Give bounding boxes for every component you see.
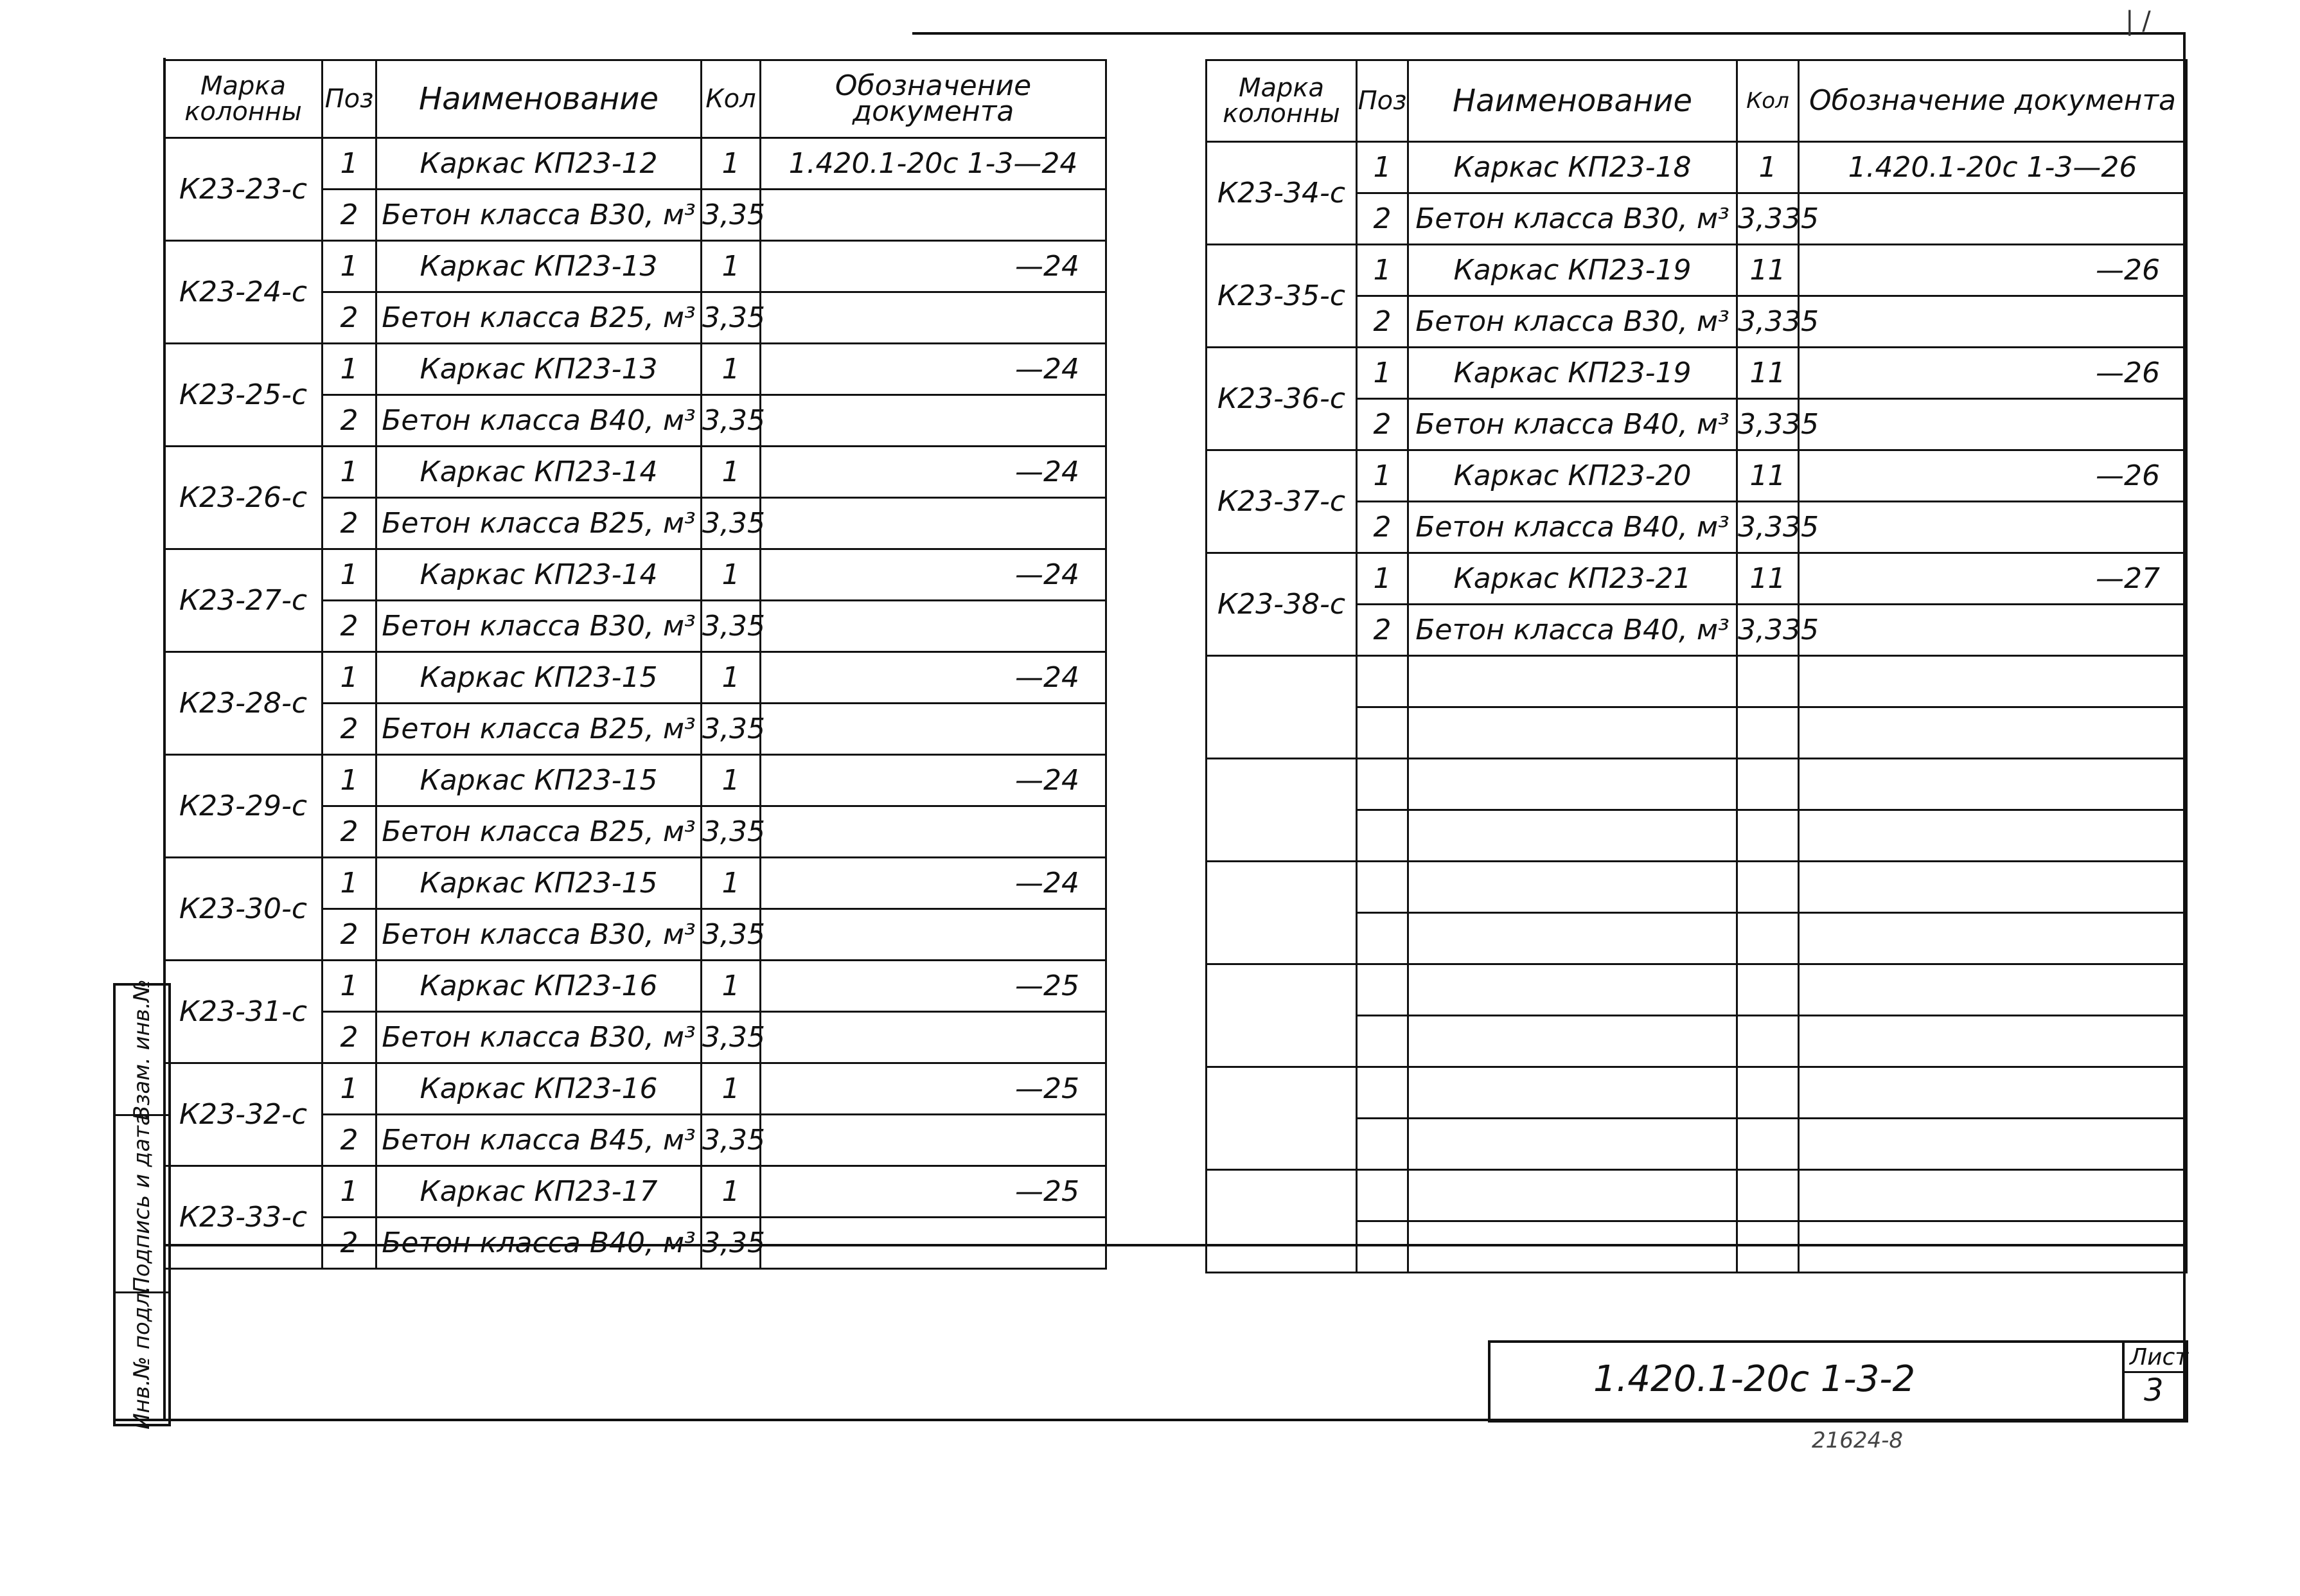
empty-cell [1737,1221,1799,1273]
empty-row [1207,1067,2187,1119]
document-cell [761,806,1106,858]
name-cell: Каркас КП23-19 [1408,348,1737,399]
empty-mark-cell [1207,1067,1357,1170]
column-mark: К23-30-с [164,858,323,961]
corner-tick-mark: | / [2125,6,2151,36]
empty-cell [1357,1170,1408,1221]
empty-cell [1357,964,1408,1016]
empty-cell [1357,1119,1408,1170]
quantity-cell: 11 [1737,450,1799,502]
position-cell: 1 [1357,142,1408,193]
empty-cell [1408,759,1737,810]
header-doc: Обозначение документа [761,60,1106,138]
name-cell: Бетон класса В30, м³ [376,601,702,652]
document-cell: —24 [761,549,1106,601]
document-cell [761,190,1106,241]
name-cell: Бетон класса В45, м³ [376,1115,702,1166]
position-cell: 2 [323,1115,376,1166]
document-cell: —25 [761,961,1106,1012]
table-row [164,961,1106,1012]
name-cell: Каркас КП23-16 [376,961,702,1012]
name-cell: Бетон класса В25, м³ [376,498,702,549]
top-border-line [912,32,2186,35]
document-cell: —24 [761,241,1106,292]
name-cell: Бетон класса В30, м³ [1408,296,1737,348]
document-cell: 1.420.1-20с 1-3—26 [1799,142,2187,193]
position-cell: 1 [1357,553,1408,605]
name-cell: Каркас КП23-15 [376,755,702,806]
empty-cell [1799,810,2187,862]
document-cell [1799,296,2187,348]
table-row [164,241,1106,292]
header-qty: Кол [1737,60,1799,142]
document-cell [761,292,1106,344]
table-row [1207,142,2187,193]
quantity-cell: 1 [702,961,761,1012]
empty-cell [1799,759,2187,810]
empty-cell [1357,1221,1408,1273]
table-row [164,447,1106,498]
quantity-cell: 1 [1737,142,1799,193]
document-cell: —25 [761,1166,1106,1218]
document-cell [761,601,1106,652]
document-cell [761,1012,1106,1063]
document-cell: —24 [761,652,1106,704]
quantity-cell: 1 [702,755,761,806]
name-cell: Бетон класса В25, м³ [376,292,702,344]
table-row [164,1166,1106,1218]
name-cell: Каркас КП23-15 [376,652,702,704]
position-cell: 1 [323,549,376,601]
empty-mark-cell [1207,862,1357,964]
empty-cell [1737,1016,1799,1067]
empty-cell [1357,913,1408,964]
name-cell: Бетон класса В40, м³ [1408,605,1737,656]
position-cell: 2 [1357,296,1408,348]
right-table-header-row [1207,60,2187,142]
table-row [164,858,1106,909]
position-cell: 2 [1357,193,1408,245]
right-table-body [1207,142,2187,1273]
table-row [164,755,1106,806]
empty-cell [1737,1170,1799,1221]
empty-cell [1799,1067,2187,1119]
quantity-cell: 1 [702,858,761,909]
position-cell: 2 [323,498,376,549]
column-mark: К23-29-с [164,755,323,858]
position-cell: 2 [323,704,376,755]
quantity-cell: 1 [702,138,761,190]
position-cell: 1 [323,755,376,806]
quantity-cell: 1 [702,1063,761,1115]
document-cell: —26 [1799,245,2187,296]
name-cell: Каркас КП23-19 [1408,245,1737,296]
position-cell: 2 [1357,502,1408,553]
sheet-number: 3 [2144,1372,2164,1408]
table-row [164,138,1106,190]
document-cell [761,498,1106,549]
quantity-cell: 1 [702,549,761,601]
document-code: 1.420.1-20с 1-3-2 [1593,1358,1916,1400]
name-cell: Бетон класса В40, м³ [1408,399,1737,450]
document-cell [1799,193,2187,245]
document-cell [761,704,1106,755]
empty-cell [1357,1067,1408,1119]
quantity-cell: 3,35 [702,1115,761,1166]
quantity-cell: 11 [1737,245,1799,296]
quantity-cell: 1 [702,241,761,292]
quantity-cell: 1 [702,447,761,498]
empty-row [1207,759,2187,810]
footer-number: 21624-8 [1812,1428,1904,1453]
right-spec-table [1205,59,2188,1273]
quantity-cell: 1 [702,652,761,704]
title-block-stamp [1488,1340,2188,1423]
empty-cell [1737,862,1799,913]
empty-cell [1799,707,2187,759]
name-cell: Каркас КП23-17 [376,1166,702,1218]
empty-mark-cell [1207,656,1357,759]
table-row [1207,450,2187,502]
empty-cell [1408,1221,1737,1273]
position-cell: 1 [323,961,376,1012]
empty-cell [1737,1067,1799,1119]
empty-cell [1408,964,1737,1016]
document-cell: —26 [1799,348,2187,399]
position-cell: 2 [323,190,376,241]
position-cell: 2 [323,601,376,652]
empty-cell [1408,1170,1737,1221]
name-cell: Бетон класса В30, м³ [376,1012,702,1063]
table-row [164,652,1106,704]
empty-cell [1357,862,1408,913]
name-cell: Бетон класса В25, м³ [376,806,702,858]
position-cell: 1 [1357,348,1408,399]
empty-mark-cell [1207,1170,1357,1273]
column-mark: К23-36-с [1207,348,1357,450]
document-cell [1799,399,2187,450]
quantity-cell: 3,35 [702,395,761,447]
name-cell: Бетон класса В30, м³ [1408,193,1737,245]
empty-cell [1357,707,1408,759]
document-cell [761,1115,1106,1166]
quantity-cell: 1 [702,1166,761,1218]
empty-mark-cell [1207,964,1357,1067]
name-cell: Каркас КП23-15 [376,858,702,909]
position-cell: 2 [1357,605,1408,656]
empty-cell [1799,1170,2187,1221]
name-cell: Бетон класса В40, м³ [1408,502,1737,553]
document-cell [1799,502,2187,553]
document-cell: —24 [761,755,1106,806]
empty-cell [1737,1119,1799,1170]
header-qty: Кол [702,60,761,138]
name-cell: Каркас КП23-20 [1408,450,1737,502]
position-cell: 1 [1357,245,1408,296]
position-cell: 1 [323,858,376,909]
left-table-header-row [164,60,1106,138]
left-margin-sidebar [113,979,171,1430]
sidebar-inv-label: Инв.№ подл. [129,1286,155,1430]
empty-cell [1408,656,1737,707]
name-cell: Каркас КП23-13 [376,344,702,395]
quantity-cell: 3,335 [1737,193,1799,245]
column-mark: К23-33-с [164,1166,323,1269]
quantity-cell: 3,35 [702,909,761,961]
column-mark: К23-32-с [164,1063,323,1166]
empty-cell [1799,1221,2187,1273]
quantity-cell: 11 [1737,553,1799,605]
position-cell: 1 [323,1166,376,1218]
empty-mark-cell [1207,759,1357,862]
header-mark: Марка колонны [164,60,323,138]
position-cell: 2 [323,909,376,961]
empty-cell [1737,964,1799,1016]
position-cell: 1 [323,138,376,190]
name-cell: Каркас КП23-13 [376,241,702,292]
quantity-cell: 3,335 [1737,296,1799,348]
quantity-cell: 11 [1737,348,1799,399]
name-cell: Каркас КП23-14 [376,447,702,498]
quantity-cell: 3,35 [702,498,761,549]
position-cell: 2 [1357,399,1408,450]
header-name: Наименование [1408,60,1737,142]
column-mark: К23-31-с [164,961,323,1063]
empty-cell [1357,759,1408,810]
position-cell: 1 [323,447,376,498]
quantity-cell: 3,335 [1737,502,1799,553]
empty-cell [1799,964,2187,1016]
empty-cell [1408,1016,1737,1067]
name-cell: Бетон класса В25, м³ [376,704,702,755]
quantity-cell: 3,335 [1737,399,1799,450]
position-cell: 2 [323,806,376,858]
document-cell: —25 [761,1063,1106,1115]
empty-cell [1799,1119,2187,1170]
quantity-cell: 3,35 [702,806,761,858]
empty-cell [1357,656,1408,707]
document-cell: —26 [1799,450,2187,502]
empty-cell [1737,810,1799,862]
empty-cell [1408,862,1737,913]
empty-cell [1799,913,2187,964]
quantity-cell: 3,35 [702,1012,761,1063]
position-cell: 2 [323,292,376,344]
position-cell: 2 [323,1012,376,1063]
empty-cell [1357,1016,1408,1067]
name-cell: Бетон класса В30, м³ [376,190,702,241]
empty-cell [1799,1016,2187,1067]
position-cell: 1 [323,1063,376,1115]
quantity-cell: 3,35 [702,190,761,241]
table-row [164,1063,1106,1115]
table-row [164,344,1106,395]
empty-cell [1737,759,1799,810]
empty-row [1207,862,2187,913]
header-name: Наименование [376,60,702,138]
name-cell: Бетон класса В40, м³ [376,395,702,447]
column-mark: К23-23-с [164,138,323,241]
name-cell: Бетон класса В40, м³ [376,1218,702,1269]
position-cell: 2 [323,395,376,447]
position-cell: 1 [323,344,376,395]
empty-cell [1408,1119,1737,1170]
empty-row [1207,656,2187,707]
document-cell: —24 [761,858,1106,909]
position-cell: 1 [323,241,376,292]
position-cell: 1 [1357,450,1408,502]
name-cell: Каркас КП23-12 [376,138,702,190]
empty-cell [1799,656,2187,707]
header-doc: Обозначение документа [1799,60,2187,142]
empty-cell [1737,707,1799,759]
quantity-cell: 3,35 [702,292,761,344]
quantity-cell: 1 [702,344,761,395]
column-mark: К23-26-с [164,447,323,549]
name-cell: Каркас КП23-14 [376,549,702,601]
empty-cell [1737,656,1799,707]
name-cell: Каркас КП23-16 [376,1063,702,1115]
empty-cell [1737,913,1799,964]
document-cell: —27 [1799,553,2187,605]
quantity-cell: 3,35 [702,704,761,755]
column-mark: К23-28-с [164,652,323,755]
quantity-cell: 3,35 [702,601,761,652]
empty-cell [1408,810,1737,862]
column-mark: К23-37-с [1207,450,1357,553]
document-cell [1799,605,2187,656]
left-table-body [164,138,1106,1269]
name-cell: Бетон класса В30, м³ [376,909,702,961]
sidebar-replace-label: Взам. инв.№ [129,979,155,1121]
column-mark: К23-24-с [164,241,323,344]
quantity-cell: 3,35 [702,1218,761,1269]
empty-cell [1408,707,1737,759]
table-row [164,549,1106,601]
sidebar-sign-label: Подпись и дата [129,1112,155,1293]
column-mark: К23-34-с [1207,142,1357,245]
column-mark: К23-27-с [164,549,323,652]
table-row [1207,245,2187,296]
position-cell: 2 [323,1218,376,1269]
name-cell: Каркас КП23-21 [1408,553,1737,605]
header-pos: Поз [323,60,376,138]
document-cell [761,395,1106,447]
document-cell: —24 [761,344,1106,395]
empty-row [1207,1170,2187,1221]
sheet-label: Лист [2130,1344,2189,1370]
document-cell [761,909,1106,961]
header-mark: Марка колонны [1207,60,1357,142]
empty-cell [1408,913,1737,964]
empty-cell [1799,862,2187,913]
quantity-cell: 3,335 [1737,605,1799,656]
document-cell: 1.420.1-20с 1-3—24 [761,138,1106,190]
column-mark: К23-35-с [1207,245,1357,348]
position-cell: 1 [323,652,376,704]
left-spec-table [163,59,1107,1270]
document-cell: —24 [761,447,1106,498]
table-row [1207,348,2187,399]
column-mark: К23-38-с [1207,553,1357,656]
header-pos: Поз [1357,60,1408,142]
column-mark: К23-25-с [164,344,323,447]
table-row [1207,553,2187,605]
document-cell [761,1218,1106,1269]
empty-cell [1357,810,1408,862]
name-cell: Каркас КП23-18 [1408,142,1737,193]
empty-row [1207,964,2187,1016]
empty-cell [1408,1067,1737,1119]
sheet-number-box [2122,1343,2189,1420]
